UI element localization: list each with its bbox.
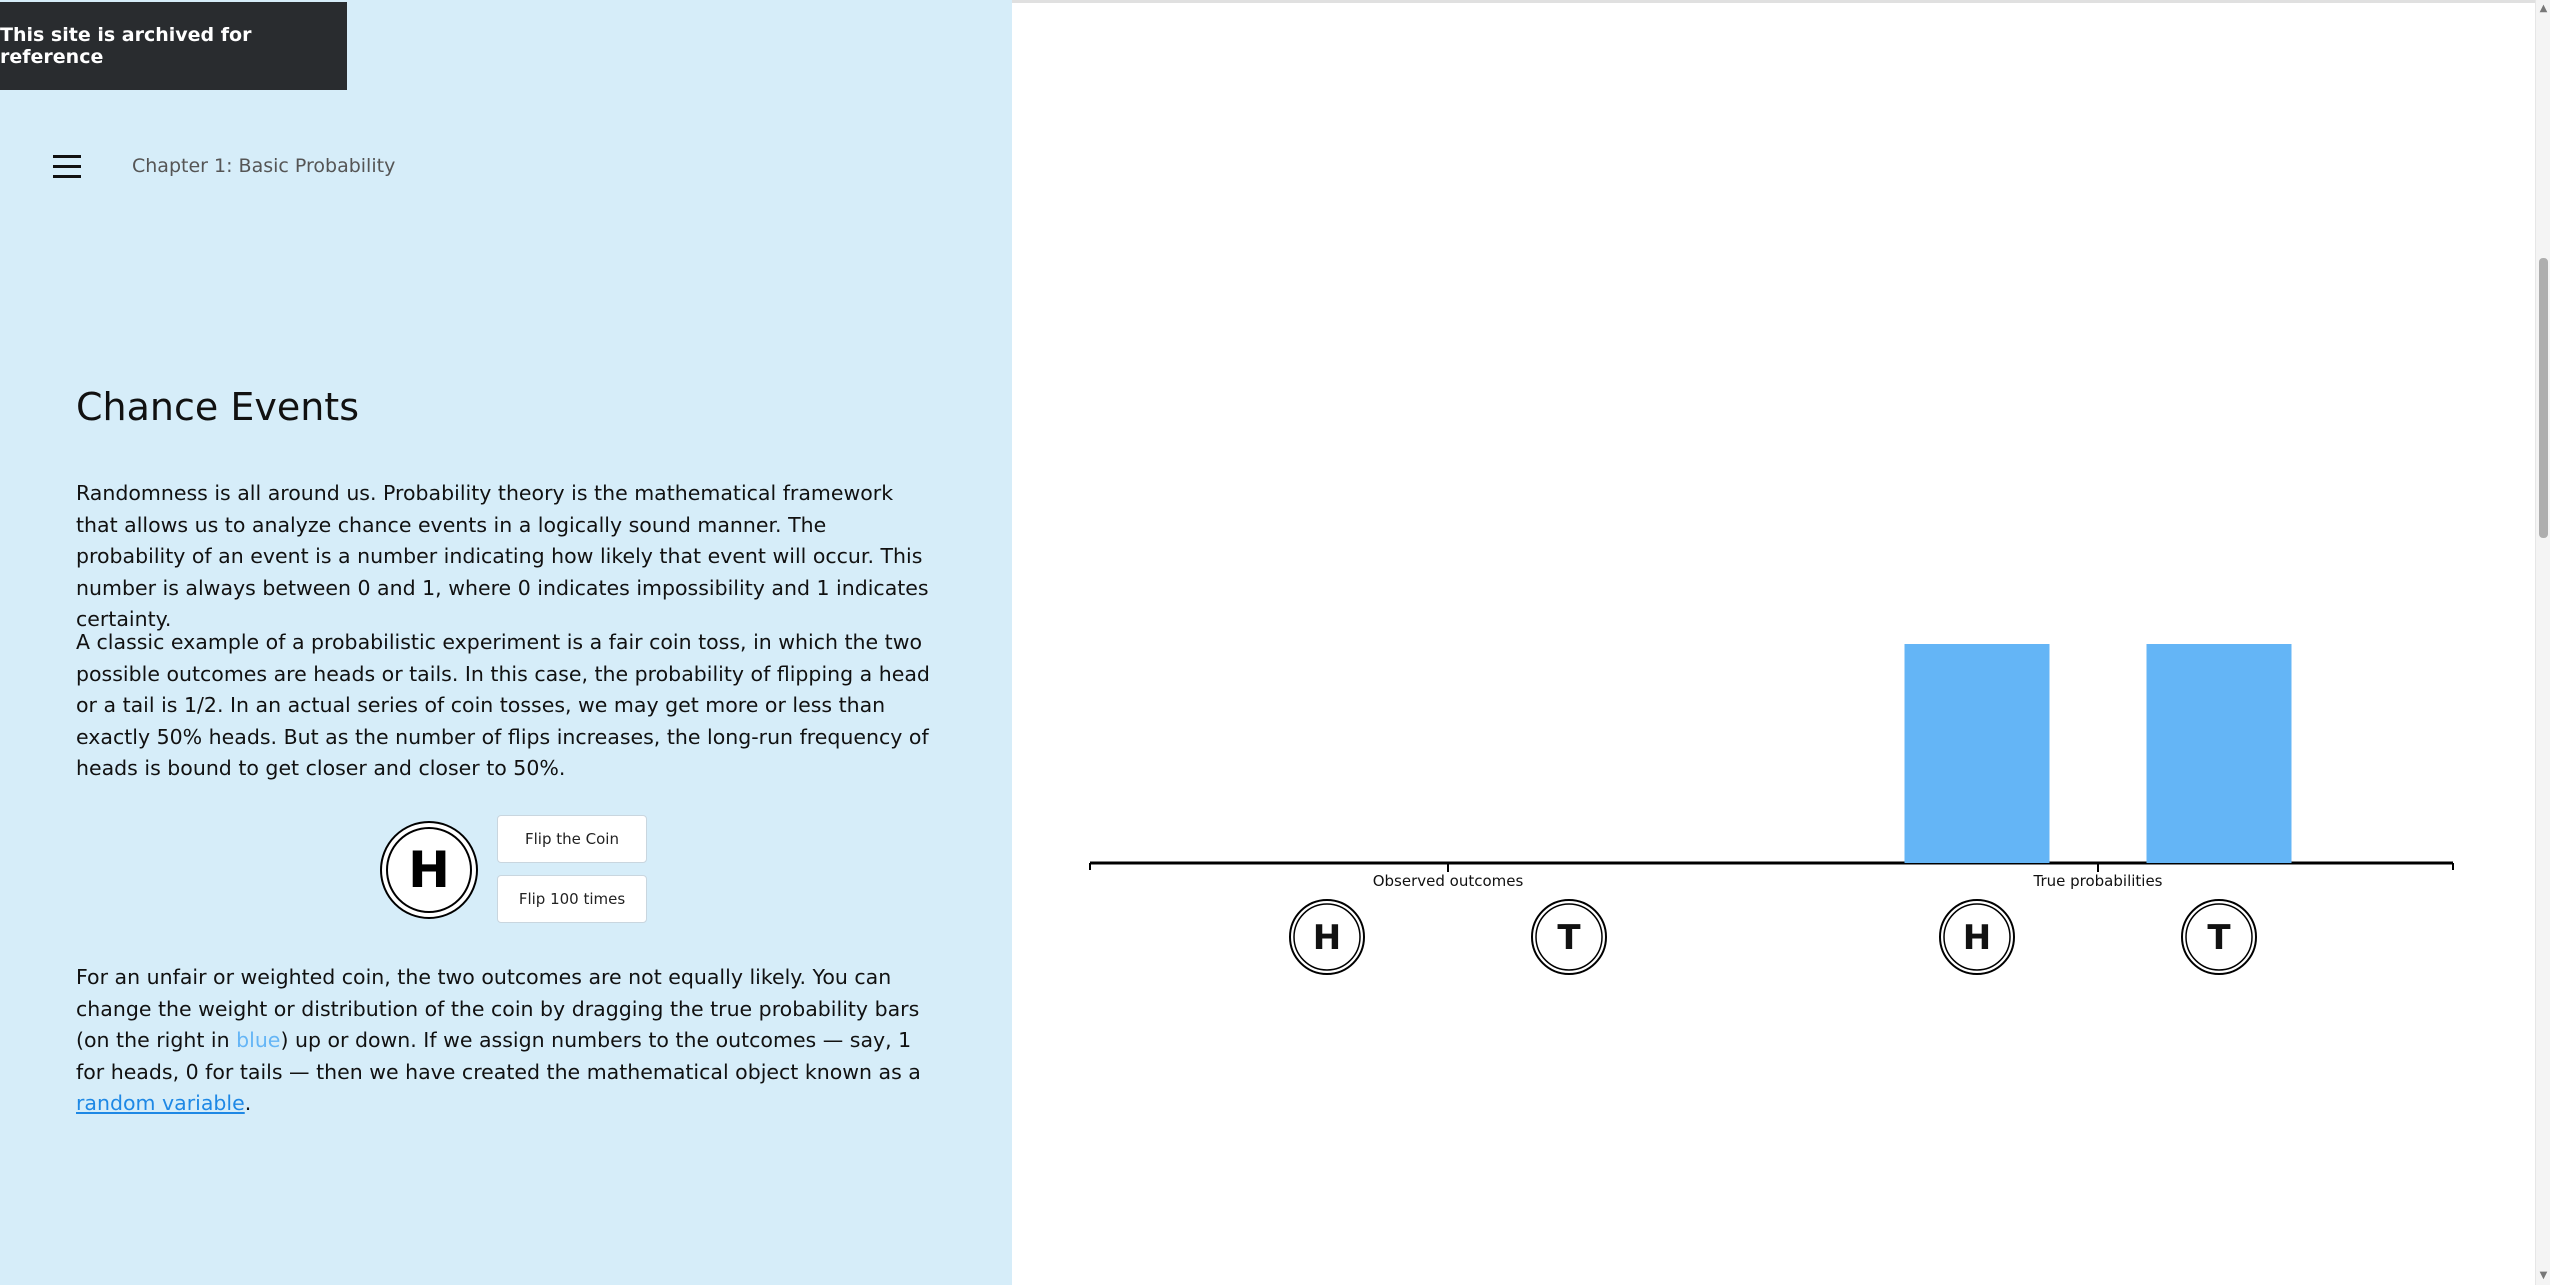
coin-face: H: [386, 827, 472, 913]
coin-toss-paragraph: A classic example of a probabilistic experiment is a fair coin toss, in which the two possible outcomes are heads or tails. In this case, the probability of flipping a head or a tail is 1/2. In an actual series of coin tosses, we may get more or less than exactly 50% heads. But as the number of flips increases, the long-run frequency of heads is bound to get closer and closer to 50%.: [76, 630, 930, 780]
probability-chart: [1012, 0, 2537, 1285]
hamburger-menu-icon[interactable]: [50, 152, 84, 182]
chapter-title: Chapter 1: Basic Probability: [132, 155, 396, 177]
flip-100-times-button[interactable]: Flip 100 times: [497, 875, 647, 923]
para3-text-a: For an unfair or weighted coin, the two outcomes are not equally likely. You can change the weight or distribution of the coin by dragging the true probability bars (on the right in: [76, 965, 920, 1052]
weighted-coin-paragraph: [76, 962, 936, 1120]
flip-coin-button[interactable]: Flip the Coin: [497, 815, 647, 863]
random-variable-link[interactable]: random variable: [76, 1091, 245, 1115]
group-label-1: Observed outcomes: [1372, 872, 1524, 890]
para3-text-end: .: [244, 1091, 252, 1115]
archived-banner: This site is archived for reference: [0, 2, 347, 90]
para3-text-b: ) up or down. If we assign numbers to the outcomes — say, 1 for heads, 0 for tails — then we have created the mathematical object known as a: [76, 1028, 921, 1084]
scroll-thumb[interactable]: [2539, 258, 2548, 538]
scrollbar[interactable]: [2535, 0, 2550, 1285]
coin-label-2-t: T: [2207, 918, 2231, 958]
blue-word: blue: [236, 1028, 281, 1052]
coin-display[interactable]: [380, 821, 478, 919]
coin-label-1-h: H: [1312, 918, 1342, 958]
coin-label-2-h: H: [1962, 918, 1992, 958]
group-label-2: True probabilities: [2033, 872, 2163, 890]
page-title: Chance Events: [76, 385, 359, 429]
scroll-down-arrow-icon[interactable]: ▼: [2539, 1270, 2548, 1281]
left-panel: [0, 0, 1012, 1285]
intro-paragraph: Randomness is all around us. Probability theory is the mathematical framework that allows us to analyze chance events in a logically sound manner. The probability of an event is a number indicating how likely that event will occur. This number is always between 0 and 1, where 0 indicates impossibility and 1 indicates certainty.: [76, 481, 929, 631]
coin-label-1-t: T: [1557, 918, 1581, 958]
bar-true-h[interactable]: [1905, 644, 2050, 863]
scroll-up-arrow-icon[interactable]: ▲: [2539, 3, 2548, 14]
bar-true-t[interactable]: [2147, 644, 2292, 863]
